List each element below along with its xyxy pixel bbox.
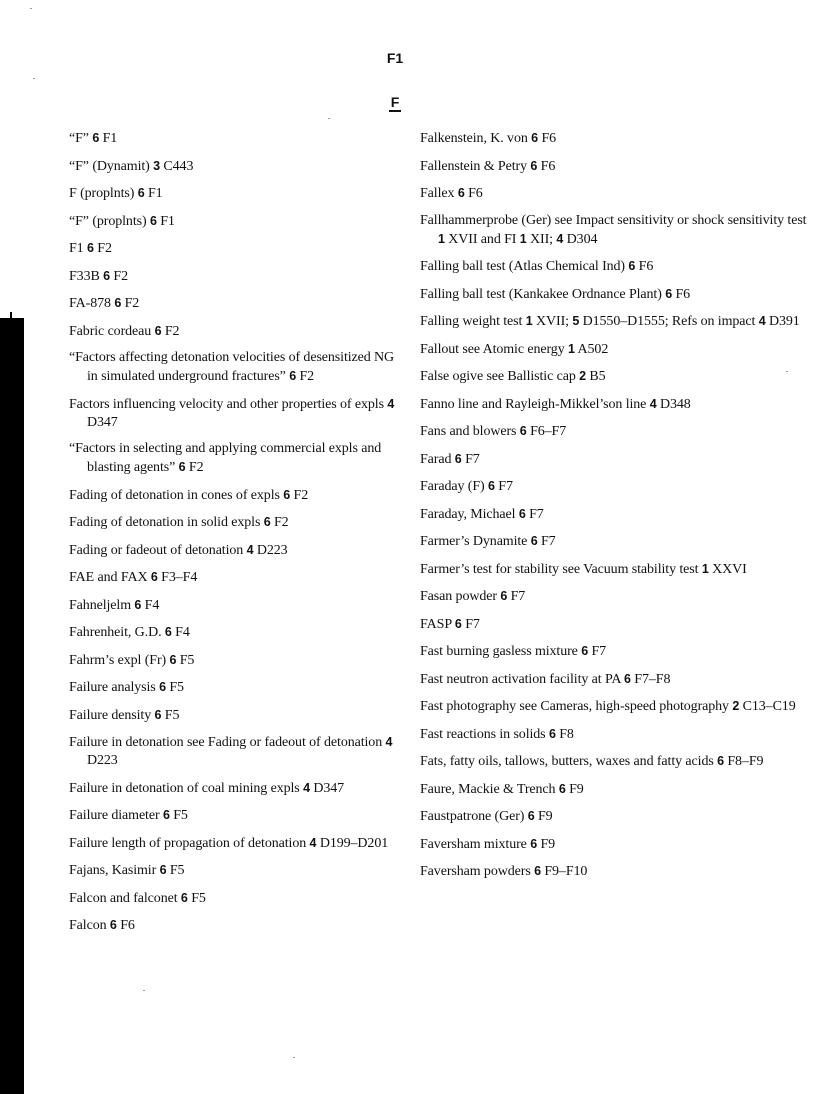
page-reference: XXVI — [712, 561, 747, 577]
volume-number: 1 — [525, 314, 533, 328]
page-reference: F1 — [102, 131, 118, 146]
scan-speck — [30, 8, 32, 9]
index-entry — [69, 834, 407, 853]
index-entry — [69, 596, 407, 615]
entry-term: Failure in detonation of coal mining expls — [69, 780, 300, 796]
entry-term: FAE and FAX — [69, 570, 148, 585]
index-entry — [420, 257, 815, 276]
volume-number: 4 — [556, 231, 564, 246]
entry-term: Fading of detonation in solid expls — [69, 515, 261, 530]
page-reference: F2 — [299, 369, 315, 384]
page-reference: XVII and FI — [448, 231, 517, 247]
index-entry — [69, 779, 407, 798]
volume-number: 6 — [717, 754, 724, 768]
index-entry — [69, 239, 407, 258]
page-reference: D1550–D1555; Refs on impact — [582, 314, 756, 329]
entry-term: Faraday (F) — [420, 479, 485, 494]
page-number: F1 — [386, 50, 404, 66]
page-reference: F8–F9 — [727, 754, 764, 769]
volume-number: 3 — [153, 158, 160, 173]
entry-term: Factors influencing velocity and other properties of expls — [69, 396, 384, 412]
page-reference: F7 — [591, 644, 607, 659]
entry-term: Fanno line and Rayleigh-Mikkel’son line — [420, 396, 647, 412]
entry-term: “Factors in selecting and applying commercial expls and blasting agents” — [69, 441, 382, 475]
entry-term: Fast reactions in solids — [420, 726, 546, 742]
index-entry — [69, 349, 407, 386]
index-entry — [420, 422, 815, 441]
index-column-left — [69, 129, 407, 944]
volume-number: 6 — [87, 241, 94, 255]
page-reference: F6 — [541, 131, 557, 146]
index-entry — [69, 440, 407, 477]
volume-number: 6 — [624, 671, 631, 686]
page-reference: F2 — [274, 515, 289, 530]
entry-term: “F” (proplnts) — [69, 213, 147, 229]
volume-number: 6 — [628, 259, 636, 273]
page-reference: F2 — [97, 241, 112, 256]
entry-term: Falcon — [69, 918, 107, 933]
volume-number: 6 — [558, 781, 566, 796]
page-reference: B5 — [589, 369, 606, 384]
volume-number: 6 — [283, 487, 291, 502]
index-entry — [69, 889, 407, 908]
page-reference: F5 — [173, 808, 188, 823]
index-entry — [420, 285, 815, 304]
entry-term: Farmer’s Dynamite — [420, 534, 528, 549]
index-entry — [69, 678, 407, 697]
page-reference: D223 — [256, 542, 288, 558]
volume-number: 6 — [530, 836, 538, 851]
page-reference: F2 — [113, 268, 128, 284]
volume-number: 2 — [732, 699, 740, 713]
volume-number: 6 — [581, 644, 589, 658]
page-reference: F6 — [540, 158, 556, 174]
volume-number: 4 — [387, 396, 395, 411]
entry-term: Failure in detonation see Fading or fadeout of detonation — [69, 735, 383, 750]
entry-term: Falling ball test (Kankakee Ordnance Plant) — [420, 286, 662, 302]
entry-term: Falcon and falconet — [69, 890, 178, 906]
entry-term: Faversham mixture — [420, 836, 527, 852]
volume-number: 1 — [568, 341, 575, 356]
entry-term: Fajans, Kasimir — [69, 863, 157, 878]
index-entry — [69, 486, 407, 505]
entry-term: Fading or fadeout of detonation — [69, 542, 244, 558]
index-entry — [420, 184, 815, 203]
page-reference: F5 — [179, 652, 195, 668]
index-entry — [420, 532, 815, 551]
entry-term: Falling ball test (Atlas Chemical Ind) — [420, 259, 625, 274]
entry-term: Fallenstein & Petry — [420, 158, 527, 174]
volume-number: 1 — [519, 231, 527, 246]
index-entry — [69, 129, 407, 148]
page-reference: XII; — [530, 231, 553, 247]
volume-number: 6 — [178, 460, 186, 474]
page-reference: F7 — [510, 589, 526, 604]
page-reference: F2 — [293, 487, 309, 503]
page-reference: F6 — [120, 918, 135, 933]
entry-term: Fans and blowers — [420, 424, 517, 439]
entry-term: Fahrenheit, G.D. — [69, 625, 162, 640]
index-entry — [420, 835, 815, 854]
volume-number: 4 — [303, 780, 310, 795]
page-reference: F4 — [175, 625, 190, 640]
index-entry — [69, 806, 407, 825]
volume-number: 6 — [154, 707, 162, 722]
entry-term: Failure analysis — [69, 680, 156, 695]
volume-number: 6 — [149, 213, 157, 228]
volume-number: 6 — [134, 597, 142, 612]
index-entry — [420, 157, 815, 176]
index-entry — [69, 267, 407, 286]
volume-number: 6 — [162, 808, 170, 822]
scan-edge-bar — [0, 318, 24, 1094]
page-reference: F6 — [638, 259, 654, 274]
page-reference: F2 — [124, 296, 140, 311]
entry-term: Failure density — [69, 707, 152, 723]
page-reference: F7 — [540, 534, 556, 549]
scan-speck — [33, 78, 35, 79]
index-entry — [420, 642, 815, 661]
entry-term: FA-878 — [69, 296, 111, 311]
page-reference: D223 — [87, 753, 118, 768]
entry-term: Fast burning gasless mixture — [420, 644, 578, 659]
index-entry — [69, 568, 407, 587]
page-reference: F7–F8 — [634, 671, 671, 687]
entry-term: Farmer’s test for stability see Vacuum stability test — [420, 561, 699, 577]
index-entry — [69, 623, 407, 642]
volume-number: 6 — [454, 451, 462, 466]
entry-term: Farad — [420, 451, 452, 467]
index-entry — [420, 615, 815, 634]
volume-number: 6 — [530, 534, 538, 548]
section-letter-text: F — [390, 94, 400, 110]
volume-number: 1 — [701, 561, 709, 576]
index-entry — [69, 861, 407, 880]
index-entry — [69, 513, 407, 532]
page-reference: F6 — [675, 286, 691, 302]
page-reference: C13–C19 — [742, 699, 796, 714]
page-reference: D391 — [768, 314, 800, 329]
volume-number: 4 — [309, 835, 317, 850]
index-entry — [420, 697, 815, 716]
entry-term: Faversham powders — [420, 864, 531, 879]
page-reference: F1 — [160, 213, 175, 229]
entry-term: Fallhammerprobe (Ger) see Impact sensitivity or shock sensitivity test — [420, 212, 807, 228]
entry-term: FASP — [420, 616, 452, 632]
entry-term: Faraday, Michael — [420, 506, 516, 522]
volume-number: 6 — [164, 625, 172, 639]
volume-number: 6 — [500, 589, 508, 603]
volume-number: 6 — [263, 515, 271, 529]
entry-term: “F” — [69, 131, 89, 146]
volume-number: 6 — [137, 186, 145, 200]
volume-number: 6 — [114, 296, 122, 310]
page-reference: F2 — [164, 323, 180, 339]
index-entry — [69, 212, 407, 231]
entry-term: Failure length of propagation of detonation — [69, 835, 307, 851]
entry-term: Falling weight test — [420, 314, 523, 329]
index-entry — [420, 340, 815, 359]
entry-term: Fahneljelm — [69, 597, 131, 613]
index-entry — [420, 560, 815, 579]
entry-term: Faustpatrone (Ger) — [420, 809, 525, 824]
entry-term: F33B — [69, 268, 100, 284]
volume-number: 1 — [438, 231, 445, 246]
index-entry — [420, 505, 815, 524]
page-reference: D347 — [313, 780, 345, 796]
entry-term: Fast neutron activation facility at PA — [420, 671, 621, 687]
entry-term: Fallex — [420, 186, 455, 201]
index-entry — [69, 916, 407, 935]
entry-term: Falkenstein, K. von — [420, 131, 528, 146]
index-entry — [420, 862, 815, 881]
entry-term: Fallout see Atomic energy — [420, 341, 565, 357]
scan-speck — [293, 1057, 295, 1058]
index-entry — [420, 670, 815, 689]
scan-speck — [143, 990, 145, 991]
volume-number: 4 — [649, 396, 657, 411]
index-entry — [69, 706, 407, 725]
page-reference: F1 — [147, 186, 163, 201]
index-entry — [420, 395, 815, 414]
page-reference: F6–F7 — [530, 424, 567, 439]
volume-number: 6 — [548, 726, 556, 741]
page-reference: F9 — [569, 781, 584, 797]
index-entry — [420, 807, 815, 826]
index-entry — [69, 733, 407, 770]
index-entry — [69, 651, 407, 670]
volume-number: 4 — [758, 314, 766, 328]
page-reference: D347 — [87, 414, 118, 430]
page-reference: F4 — [144, 597, 160, 613]
index-entry — [69, 294, 407, 313]
index-entry — [420, 752, 815, 771]
page-reference: F7 — [529, 506, 544, 522]
volume-number: 6 — [92, 131, 100, 145]
index-entry — [420, 450, 815, 469]
page-reference: F5 — [169, 863, 185, 878]
volume-number: 6 — [519, 424, 527, 438]
page-reference: C443 — [163, 158, 194, 174]
volume-number: 6 — [518, 506, 526, 521]
volume-number: 6 — [527, 809, 535, 823]
volume-number: 6 — [530, 158, 538, 173]
entry-term: Fast photography see Cameras, high-speed photography — [420, 699, 729, 714]
volume-number: 6 — [289, 369, 297, 383]
entry-term: Fats, fatty oils, tallows, butters, waxes and fatty acids — [420, 754, 714, 769]
page-reference: F5 — [164, 707, 180, 723]
volume-number: 6 — [531, 131, 539, 145]
index-column-right — [420, 129, 815, 890]
entry-term: False ogive see Ballistic cap — [420, 369, 576, 384]
page-reference: XVII; — [536, 314, 569, 329]
volume-number: 6 — [534, 864, 541, 878]
volume-number: 6 — [109, 918, 117, 932]
entry-term: Fahrm’s expl (Fr) — [69, 652, 167, 668]
page-reference: F5 — [191, 890, 206, 906]
index-entry — [69, 322, 407, 341]
scan-speck — [328, 118, 330, 119]
index-entry — [420, 367, 815, 386]
page-reference: D304 — [566, 231, 598, 247]
page-reference: F6 — [468, 186, 483, 201]
volume-number: 6 — [180, 890, 188, 905]
page-reference: D348 — [659, 396, 691, 412]
index-entry — [69, 395, 407, 432]
index-entry — [69, 157, 407, 176]
entry-term: “F” (Dynamit) — [69, 158, 150, 174]
volume-number: 5 — [572, 314, 580, 328]
volume-number: 6 — [159, 680, 166, 694]
page-reference: F9–F10 — [544, 864, 588, 879]
volume-number: 6 — [454, 616, 462, 631]
entry-term: Fabric cordeau — [69, 323, 152, 339]
index-entry — [420, 312, 815, 331]
entry-term: “Factors affecting detonation velocities of desensitized NG in simulated underground fractures” — [69, 350, 395, 384]
entry-term: Fasan powder — [420, 589, 497, 604]
page-reference: F7 — [498, 479, 513, 494]
volume-number: 6 — [488, 479, 495, 493]
page-reference: D199–D201 — [319, 835, 389, 851]
page-reference: F7 — [465, 616, 480, 632]
index-entry — [69, 541, 407, 560]
entry-term: F (proplnts) — [69, 186, 135, 201]
volume-number: 4 — [246, 542, 254, 557]
volume-number: 6 — [154, 323, 162, 338]
volume-number: 6 — [665, 286, 673, 301]
volume-number: 6 — [159, 863, 167, 877]
index-entry — [420, 212, 815, 249]
page-reference: F7 — [465, 451, 480, 467]
volume-number: 6 — [150, 570, 158, 584]
entry-term: Fading of detonation in cones of expls — [69, 487, 280, 503]
index-entry — [69, 184, 407, 203]
page-reference: F3–F4 — [161, 570, 198, 585]
index-entry — [420, 129, 815, 148]
volume-number: 4 — [385, 735, 393, 749]
volume-number: 6 — [457, 186, 465, 200]
index-entry — [420, 477, 815, 496]
page-reference: F9 — [538, 809, 553, 824]
volume-number: 6 — [169, 652, 177, 667]
volume-number: 6 — [103, 268, 110, 283]
entry-term: F1 — [69, 241, 84, 256]
index-entry — [420, 725, 815, 744]
index-entry — [420, 780, 815, 799]
page-reference: F9 — [540, 836, 556, 852]
page-reference: F8 — [559, 726, 574, 742]
page-reference: A502 — [577, 341, 609, 357]
page-reference: F5 — [169, 680, 184, 695]
entry-term: Failure diameter — [69, 808, 160, 823]
page-reference: F2 — [188, 460, 204, 475]
section-letter — [0, 94, 790, 112]
index-entry — [420, 587, 815, 606]
entry-term: Faure, Mackie & Trench — [420, 781, 556, 797]
volume-number: 2 — [579, 369, 586, 383]
